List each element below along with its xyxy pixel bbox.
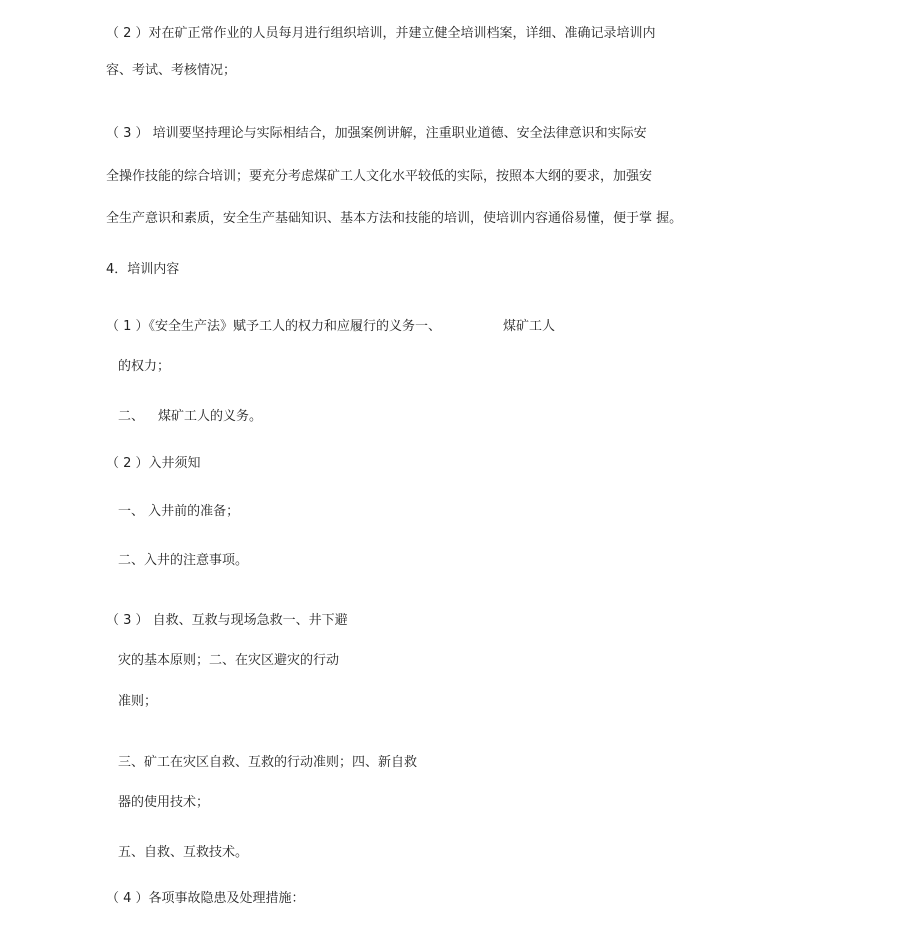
item-3-line-1: （ 3 ） 自救、互救与现场急救一、井下避	[106, 613, 348, 628]
item-1-line-3-number: 二、	[118, 409, 145, 424]
paragraph-3-line-2: 全操作技能的综合培训；要充分考虑煤矿工人文化水平较低的实际，按照本大纲的要求，加强安	[106, 169, 653, 184]
section-heading-training-content: 4．培训内容	[106, 262, 180, 277]
item-3-line-6: 五、自救、互救技术。	[118, 845, 249, 860]
item-2-line-2: 二、入井的注意事项。	[118, 553, 249, 568]
item-2-heading: （ 2 ）入井须知	[106, 456, 201, 471]
item-3-line-3: 准则；	[118, 694, 158, 709]
paragraph-3-line-1: （ 3 ） 培训要坚持理论与实际相结合，加强案例讲解，注重职业道德、安全法律意识和实际安	[106, 126, 647, 141]
paragraph-3-line-3: 全生产意识和素质，安全生产基础知识、基本方法和技能的培训，使培训内容通俗易懂，便于掌 握。	[106, 211, 683, 226]
item-2-line-1: 一、 入井前的准备；	[118, 504, 240, 519]
item-1-line-3	[118, 408, 262, 426]
item-3-line-2: 灾的基本原则；二、在灾区避灾的行动	[118, 653, 340, 668]
item-1-line-1-text: （ 1 ）《安全生产法》赋予工人的权力和应履行的义务一、	[106, 319, 442, 334]
item-4-heading: （ 4 ）各项事故隐患及处理措施：	[106, 891, 305, 906]
item-1-line-2: 的权力；	[118, 359, 171, 374]
item-3-line-4: 三、矿工在灾区自救、互救的行动准则；四、新自救	[118, 755, 418, 770]
item-1-line-3-text: 煤矿工人的义务。	[158, 409, 263, 424]
paragraph-2-line-1: （ 2 ）对在矿正常作业的人员每月进行组织培训，并建立健全培训档案，详细、准确记录培训内	[106, 26, 656, 41]
item-1-line-1	[106, 318, 555, 336]
item-1-line-1-tail: 煤矿工人	[503, 319, 556, 334]
item-3-line-5: 器的使用技术；	[118, 795, 210, 810]
paragraph-2-line-2: 容、考试、考核情况；	[106, 63, 237, 78]
